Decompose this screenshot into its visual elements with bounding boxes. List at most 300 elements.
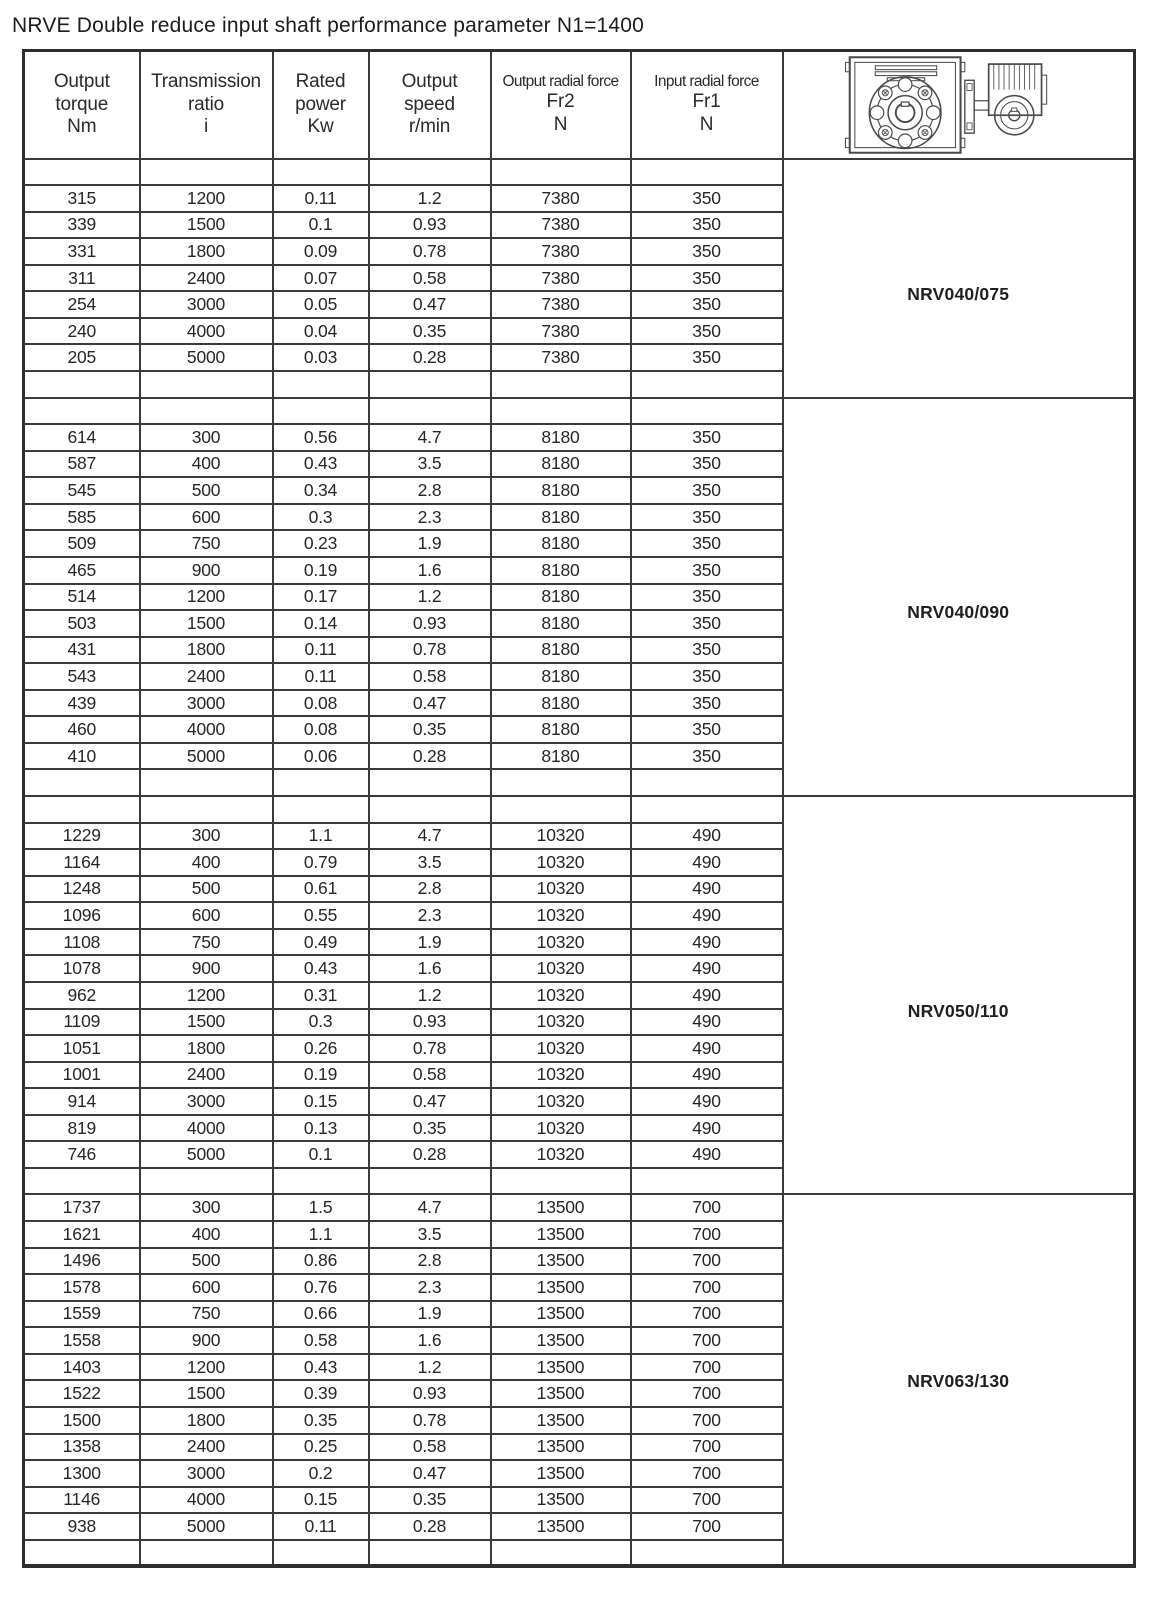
spacer-cell [491, 159, 631, 186]
table-cell: 1200 [140, 982, 273, 1009]
gearbox-drawing-cell [783, 51, 1135, 159]
table-cell: 0.26 [273, 1035, 369, 1062]
spacer-cell [273, 769, 369, 796]
table-cell: 10320 [491, 1088, 631, 1115]
table-cell: 8180 [491, 424, 631, 451]
table-cell: 8180 [491, 663, 631, 690]
table-cell: 10320 [491, 1062, 631, 1089]
header-rated-power: Rated power Kw [273, 51, 369, 159]
table-cell: 0.43 [273, 955, 369, 982]
table-cell: 8180 [491, 690, 631, 717]
table-cell: 10320 [491, 1035, 631, 1062]
table-cell: 1800 [140, 238, 273, 265]
page-title: NRVE Double reduce input shaft performance parameter N1=1400 [12, 14, 645, 37]
table-cell: 0.78 [369, 637, 491, 664]
table-cell: 3000 [140, 1460, 273, 1487]
table-cell: 350 [631, 610, 783, 637]
table-cell: 490 [631, 1035, 783, 1062]
table-cell: 2.3 [369, 902, 491, 929]
table-cell: 0.86 [273, 1248, 369, 1275]
table-cell: 0.47 [369, 1088, 491, 1115]
table-cell: 8180 [491, 610, 631, 637]
spacer-cell [631, 769, 783, 796]
table-cell: 0.43 [273, 1354, 369, 1381]
table-cell: 331 [24, 238, 140, 265]
spacer-cell [140, 1540, 273, 1567]
table-cell: 0.78 [369, 238, 491, 265]
table-cell: 490 [631, 876, 783, 903]
table-cell: 750 [140, 929, 273, 956]
table-cell: 900 [140, 557, 273, 584]
table-cell: 0.31 [273, 982, 369, 1009]
table-cell: 1800 [140, 1035, 273, 1062]
table-cell: 914 [24, 1088, 140, 1115]
table-cell: 13500 [491, 1487, 631, 1514]
spacer-cell [273, 371, 369, 398]
table-cell: 0.28 [369, 344, 491, 371]
table-cell: 13500 [491, 1274, 631, 1301]
table-cell: 10320 [491, 902, 631, 929]
table-cell: 0.47 [369, 690, 491, 717]
table-cell: 0.93 [369, 1380, 491, 1407]
table-cell: 1.1 [273, 823, 369, 850]
table-cell: 0.11 [273, 185, 369, 212]
table-cell: 350 [631, 743, 783, 770]
table-cell: 0.11 [273, 637, 369, 664]
table-cell: 490 [631, 1141, 783, 1168]
table-cell: 1.9 [369, 1301, 491, 1328]
table-cell: 3.5 [369, 451, 491, 478]
table-cell: 350 [631, 504, 783, 531]
header-input-radial-force: Input radial force Fr1 N [631, 51, 783, 159]
model-label: NRV040/090 [907, 602, 1010, 623]
table-cell: 8180 [491, 584, 631, 611]
table-cell: 490 [631, 982, 783, 1009]
spacer-cell [369, 1168, 491, 1195]
table-cell: 700 [631, 1487, 783, 1514]
table-cell: 5000 [140, 1513, 273, 1540]
table-cell: 1.2 [369, 584, 491, 611]
table-cell: 746 [24, 1141, 140, 1168]
spacer-cell [369, 398, 491, 425]
spacer-cell [369, 371, 491, 398]
table-cell: 205 [24, 344, 140, 371]
table-cell: 0.76 [273, 1274, 369, 1301]
table-cell: 8180 [491, 451, 631, 478]
spacer-cell [491, 796, 631, 823]
spacer-cell [140, 1168, 273, 1195]
table-cell: 1.6 [369, 955, 491, 982]
table-cell: 431 [24, 637, 140, 664]
table-cell: 503 [24, 610, 140, 637]
table-cell: 600 [140, 504, 273, 531]
table-cell: 0.58 [369, 1434, 491, 1461]
table-cell: 2.8 [369, 1248, 491, 1275]
spacer-cell [273, 398, 369, 425]
table-cell: 350 [631, 265, 783, 292]
table-cell: 7380 [491, 265, 631, 292]
table-cell: 2400 [140, 1062, 273, 1089]
table-cell: 587 [24, 451, 140, 478]
table-cell: 0.58 [273, 1327, 369, 1354]
header-output-speed: Output speed r/min [369, 51, 491, 159]
table-cell: 0.2 [273, 1460, 369, 1487]
table-cell: 0.78 [369, 1035, 491, 1062]
table-cell: 543 [24, 663, 140, 690]
table-cell: 7380 [491, 238, 631, 265]
table-cell: 600 [140, 902, 273, 929]
table-cell: 5000 [140, 344, 273, 371]
table-cell: 3000 [140, 1088, 273, 1115]
table-cell: 8180 [491, 530, 631, 557]
table-cell: 311 [24, 265, 140, 292]
table-cell: 3000 [140, 291, 273, 318]
table-cell: 1146 [24, 1487, 140, 1514]
spacer-cell [273, 796, 369, 823]
table-cell: 0.93 [369, 1009, 491, 1036]
table-cell: 4000 [140, 716, 273, 743]
table-cell: 2400 [140, 663, 273, 690]
table-cell: 13500 [491, 1327, 631, 1354]
header-row [24, 51, 1135, 159]
table-cell: 0.1 [273, 212, 369, 239]
table-cell: 1.6 [369, 557, 491, 584]
table-cell: 0.35 [369, 1487, 491, 1514]
table-cell: 13500 [491, 1513, 631, 1540]
spacer-cell [631, 1540, 783, 1567]
table-cell: 0.15 [273, 1088, 369, 1115]
table-cell: 7380 [491, 291, 631, 318]
table-cell: 0.58 [369, 265, 491, 292]
table-cell: 962 [24, 982, 140, 1009]
spacer-cell [369, 1540, 491, 1567]
table-cell: 490 [631, 1009, 783, 1036]
table-cell: 490 [631, 849, 783, 876]
table-cell: 500 [140, 876, 273, 903]
table-cell: 350 [631, 557, 783, 584]
table-cell: 1500 [140, 610, 273, 637]
table-cell: 10320 [491, 1115, 631, 1142]
table-cell: 514 [24, 584, 140, 611]
table-cell: 0.28 [369, 1141, 491, 1168]
spacer-cell [140, 796, 273, 823]
table-cell: 500 [140, 477, 273, 504]
spacer-cell [631, 796, 783, 823]
table-cell: 400 [140, 1221, 273, 1248]
table-cell: 1500 [140, 1009, 273, 1036]
table-cell: 350 [631, 238, 783, 265]
table-cell: 0.09 [273, 238, 369, 265]
table-cell: 10320 [491, 1141, 631, 1168]
table-cell: 0.58 [369, 1062, 491, 1089]
table-cell: 819 [24, 1115, 140, 1142]
table-cell: 1500 [140, 1380, 273, 1407]
spacer-cell [631, 159, 783, 186]
spacer-cell [24, 1168, 140, 1195]
table-cell: 490 [631, 1062, 783, 1089]
table-cell: 2.3 [369, 1274, 491, 1301]
model-label: NRV040/075 [907, 283, 1010, 304]
table-cell: 750 [140, 1301, 273, 1328]
spacer-cell [369, 769, 491, 796]
table-cell: 0.1 [273, 1141, 369, 1168]
header-transmission-ratio: Transmission ratio i [140, 51, 273, 159]
spacer-cell [369, 159, 491, 186]
table-cell: 509 [24, 530, 140, 557]
table-cell: 4.7 [369, 424, 491, 451]
table-cell: 0.23 [273, 530, 369, 557]
table-cell: 10320 [491, 929, 631, 956]
table-cell: 8180 [491, 557, 631, 584]
table-cell: 1558 [24, 1327, 140, 1354]
table-cell: 13500 [491, 1301, 631, 1328]
table-cell: 400 [140, 849, 273, 876]
spacer-cell [491, 371, 631, 398]
table-cell: 350 [631, 451, 783, 478]
table-cell: 13500 [491, 1434, 631, 1461]
table-cell: 0.93 [369, 610, 491, 637]
table-cell: 700 [631, 1248, 783, 1275]
table-cell: 7380 [491, 344, 631, 371]
table-cell: 1051 [24, 1035, 140, 1062]
table-cell: 0.35 [369, 318, 491, 345]
table-cell: 1.2 [369, 982, 491, 1009]
spacer-row [24, 398, 1135, 425]
table-cell: 13500 [491, 1460, 631, 1487]
table-cell: 0.35 [273, 1407, 369, 1434]
spacer-cell [24, 371, 140, 398]
table-cell: 700 [631, 1221, 783, 1248]
table-cell: 0.07 [273, 265, 369, 292]
model-cell [783, 1194, 1135, 1566]
table-cell: 0.43 [273, 451, 369, 478]
table-cell: 350 [631, 690, 783, 717]
table-cell: 0.56 [273, 424, 369, 451]
table-cell: 0.47 [369, 291, 491, 318]
worm-gearbox-icon [837, 53, 1079, 157]
table-cell: 1522 [24, 1380, 140, 1407]
table-cell: 750 [140, 530, 273, 557]
table-cell: 1500 [140, 212, 273, 239]
table-cell: 1200 [140, 185, 273, 212]
model-cell [783, 796, 1135, 1194]
table-cell: 1229 [24, 823, 140, 850]
table-cell: 2.3 [369, 504, 491, 531]
table-cell: 0.34 [273, 477, 369, 504]
table-cell: 1.2 [369, 185, 491, 212]
table-cell: 2400 [140, 265, 273, 292]
performance-spec-table [22, 49, 1136, 1568]
table-cell: 0.04 [273, 318, 369, 345]
table-cell: 0.35 [369, 716, 491, 743]
spacer-cell [491, 769, 631, 796]
spacer-cell [491, 398, 631, 425]
table-cell: 0.11 [273, 663, 369, 690]
table-cell: 0.13 [273, 1115, 369, 1142]
table-cell: 13500 [491, 1354, 631, 1381]
table-cell: 339 [24, 212, 140, 239]
table-cell: 700 [631, 1434, 783, 1461]
table-cell: 600 [140, 1274, 273, 1301]
table-cell: 700 [631, 1194, 783, 1221]
table-cell: 1800 [140, 1407, 273, 1434]
spacer-cell [24, 1540, 140, 1567]
table-cell: 350 [631, 212, 783, 239]
spacer-cell [140, 159, 273, 186]
table-cell: 4.7 [369, 1194, 491, 1221]
table-cell: 614 [24, 424, 140, 451]
table-cell: 0.3 [273, 504, 369, 531]
table-cell: 938 [24, 1513, 140, 1540]
table-cell: 0.93 [369, 212, 491, 239]
table-cell: 10320 [491, 849, 631, 876]
table-cell: 490 [631, 929, 783, 956]
table-cell: 490 [631, 1115, 783, 1142]
table-cell: 13500 [491, 1221, 631, 1248]
spacer-cell [631, 398, 783, 425]
table-cell: 0.39 [273, 1380, 369, 1407]
table-cell: 0.03 [273, 344, 369, 371]
spacer-cell [140, 398, 273, 425]
table-cell: 1078 [24, 955, 140, 982]
table-cell: 0.05 [273, 291, 369, 318]
table-cell: 410 [24, 743, 140, 770]
table-body [24, 159, 1135, 1567]
table-cell: 350 [631, 291, 783, 318]
table-cell: 0.58 [369, 663, 491, 690]
table-cell: 4000 [140, 1115, 273, 1142]
model-cell [783, 398, 1135, 796]
table-cell: 350 [631, 637, 783, 664]
table-cell: 0.55 [273, 902, 369, 929]
table-cell: 0.47 [369, 1460, 491, 1487]
table-cell: 7380 [491, 185, 631, 212]
table-cell: 585 [24, 504, 140, 531]
table-cell: 0.15 [273, 1487, 369, 1514]
table-cell: 0.25 [273, 1434, 369, 1461]
table-cell: 490 [631, 902, 783, 929]
table-cell: 3.5 [369, 1221, 491, 1248]
table-cell: 5000 [140, 743, 273, 770]
table-cell: 460 [24, 716, 140, 743]
table-cell: 8180 [491, 637, 631, 664]
table-cell: 465 [24, 557, 140, 584]
table-cell: 1800 [140, 637, 273, 664]
table-cell: 0.17 [273, 584, 369, 611]
table-cell: 0.08 [273, 690, 369, 717]
model-cell [783, 159, 1135, 398]
table-cell: 1200 [140, 584, 273, 611]
table-cell: 2.8 [369, 477, 491, 504]
table-cell: 350 [631, 424, 783, 451]
header-output-torque: Output torque Nm [24, 51, 140, 159]
table-cell: 1500 [24, 1407, 140, 1434]
table-cell: 1578 [24, 1274, 140, 1301]
table-cell: 13500 [491, 1407, 631, 1434]
table-cell: 1.9 [369, 929, 491, 956]
table-cell: 490 [631, 1088, 783, 1115]
spacer-cell [631, 371, 783, 398]
table-cell: 439 [24, 690, 140, 717]
table-cell: 240 [24, 318, 140, 345]
table-cell: 0.28 [369, 743, 491, 770]
table-row [24, 1194, 1135, 1221]
table-cell: 0.3 [273, 1009, 369, 1036]
table-cell: 700 [631, 1380, 783, 1407]
table-cell: 0.11 [273, 1513, 369, 1540]
spacer-cell [24, 159, 140, 186]
table-cell: 7380 [491, 212, 631, 239]
table-cell: 1200 [140, 1354, 273, 1381]
table-cell: 700 [631, 1327, 783, 1354]
table-cell: 500 [140, 1248, 273, 1275]
table-cell: 1.9 [369, 530, 491, 557]
table-cell: 0.49 [273, 929, 369, 956]
table-cell: 1109 [24, 1009, 140, 1036]
table-cell: 8180 [491, 504, 631, 531]
table-cell: 700 [631, 1513, 783, 1540]
table-cell: 300 [140, 1194, 273, 1221]
table-cell: 350 [631, 318, 783, 345]
table-cell: 1621 [24, 1221, 140, 1248]
model-label: NRV050/110 [907, 1000, 1009, 1021]
table-cell: 350 [631, 185, 783, 212]
table-cell: 1300 [24, 1460, 140, 1487]
table-cell: 10320 [491, 876, 631, 903]
table-cell: 900 [140, 1327, 273, 1354]
table-cell: 254 [24, 291, 140, 318]
table-cell: 350 [631, 663, 783, 690]
table-cell: 0.08 [273, 716, 369, 743]
table-cell: 8180 [491, 743, 631, 770]
spacer-row [24, 796, 1135, 823]
table-cell: 400 [140, 451, 273, 478]
table-cell: 1108 [24, 929, 140, 956]
table-cell: 700 [631, 1274, 783, 1301]
table-cell: 700 [631, 1460, 783, 1487]
table-cell: 1358 [24, 1434, 140, 1461]
table-cell: 10320 [491, 823, 631, 850]
table-cell: 0.19 [273, 1062, 369, 1089]
spacer-cell [631, 1168, 783, 1195]
table-cell: 1737 [24, 1194, 140, 1221]
table-cell: 300 [140, 424, 273, 451]
table-cell: 900 [140, 955, 273, 982]
table-cell: 13500 [491, 1248, 631, 1275]
table-cell: 0.61 [273, 876, 369, 903]
spacer-cell [140, 769, 273, 796]
table-cell: 1164 [24, 849, 140, 876]
table-cell: 0.66 [273, 1301, 369, 1328]
table-cell: 545 [24, 477, 140, 504]
table-cell: 2.8 [369, 876, 491, 903]
table-cell: 300 [140, 823, 273, 850]
table-cell: 1.6 [369, 1327, 491, 1354]
header-output-radial-force: Output radial force Fr2 N [491, 51, 631, 159]
table-cell: 0.06 [273, 743, 369, 770]
table-cell: 0.35 [369, 1115, 491, 1142]
model-label: NRV063/130 [907, 1370, 1010, 1391]
table-cell: 350 [631, 344, 783, 371]
table-cell: 10320 [491, 982, 631, 1009]
table-cell: 350 [631, 530, 783, 557]
table-cell: 4.7 [369, 823, 491, 850]
table-cell: 0.79 [273, 849, 369, 876]
table-cell: 1403 [24, 1354, 140, 1381]
table-cell: 1248 [24, 876, 140, 903]
table-cell: 1496 [24, 1248, 140, 1275]
spacer-cell [273, 1540, 369, 1567]
